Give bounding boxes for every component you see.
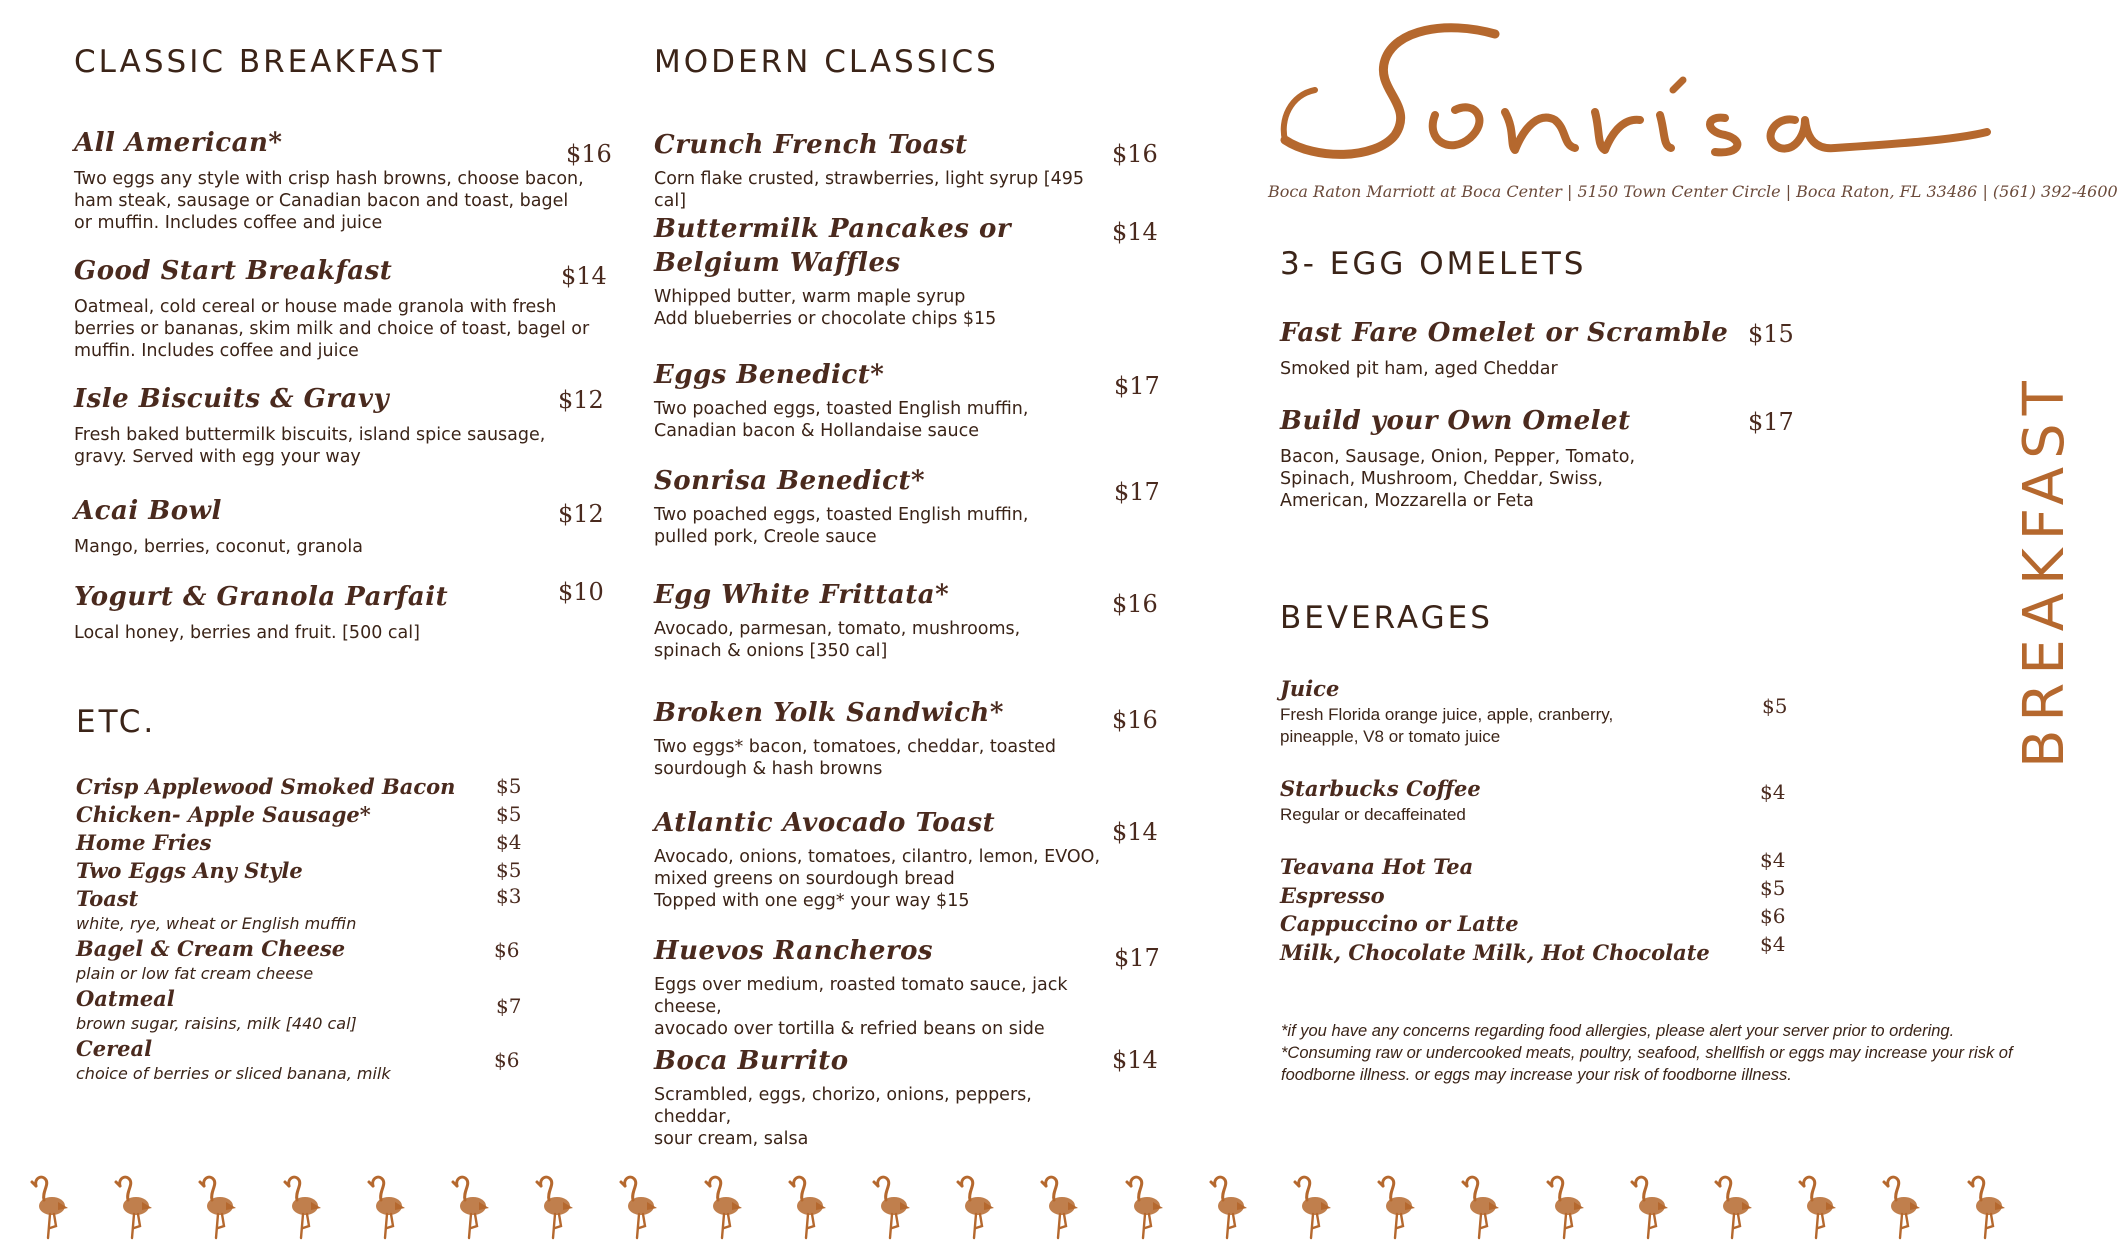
etc-item-name: Home Fries <box>76 830 212 855</box>
item-description: Oatmeal, cold cereal or house made granola with fresh berries or bananas, skim milk and choice of toast, bagel or muffin. Includes coffee and juice <box>74 297 590 361</box>
beverage-name: Teavana Hot Tea <box>1280 854 1474 879</box>
beverage-name: Juice <box>1280 676 1340 701</box>
flamingo-icon <box>702 1172 746 1240</box>
item-description: Whipped butter, warm maple syrup Add blueberries or chocolate chips $15 <box>654 287 997 329</box>
etc-item-subtext: plain or low fat cream cheese <box>76 964 314 983</box>
item-description: Corn flake crusted, strawberries, light syrup [495 cal] <box>654 169 1084 211</box>
menu-item <box>1280 404 1780 512</box>
item-price: $17 <box>1114 372 1160 400</box>
menu-item <box>74 254 594 362</box>
omelets-heading: 3- EGG OMELETS <box>1280 246 1587 282</box>
item-name: Fast Fare Omelet or Scramble <box>1280 318 1729 348</box>
item-name: Yogurt & Granola Parfait <box>74 582 449 612</box>
item-description: Local honey, berries and fruit. [500 cal] <box>74 623 420 643</box>
item-description: Scrambled, eggs, chorizo, onions, peppers, cheddar, sour cream, salsa <box>654 1085 1032 1149</box>
item-price: $17 <box>1748 408 1794 436</box>
item-description: Fresh baked buttermilk biscuits, island spice sausage, gravy. Served with egg your way <box>74 425 546 467</box>
beverage-price: $5 <box>1760 876 1786 900</box>
item-name: Huevos Rancheros <box>654 936 934 966</box>
item-name: Broken Yolk Sandwich* <box>654 698 1004 728</box>
item-price: $16 <box>1112 140 1158 168</box>
item-price: $16 <box>1112 706 1158 734</box>
menu-item <box>654 358 1114 442</box>
flamingo-icon <box>1628 1172 1672 1240</box>
menu-item <box>654 1044 1114 1150</box>
item-price: $12 <box>558 386 604 414</box>
etc-item-name: Two Eggs Any Style <box>76 858 303 883</box>
flamingo-icon <box>533 1172 577 1240</box>
item-description: Avocado, onions, tomatoes, cilantro, lemon, EVOO, mixed greens on sourdough bread Topped with one egg* your way $15 <box>654 847 1101 911</box>
etc-item-name: Toast <box>76 886 139 911</box>
item-price: $10 <box>558 578 604 606</box>
item-price: $17 <box>1114 944 1160 972</box>
logo-script-icon <box>1275 20 1995 170</box>
item-price: $14 <box>1112 218 1158 246</box>
item-name: Eggs Benedict* <box>654 360 885 390</box>
item-description: Two eggs* bacon, tomatoes, cheddar, toasted sourdough & hash browns <box>654 737 1056 779</box>
item-description: Avocado, parmesan, tomato, mushrooms, spinach & onions [350 cal] <box>654 619 1021 661</box>
item-description: Two eggs any style with crisp hash browns, choose bacon, ham steak, sausage or Canadian bacon and toast, bagel or muffin. Includes coffee and juice <box>74 169 584 233</box>
flamingo-icon <box>365 1172 409 1240</box>
etc-item-name: Oatmeal <box>76 986 175 1011</box>
item-price: $16 <box>566 140 612 168</box>
flamingo-icon <box>28 1172 72 1240</box>
breakfast-vertical-title: BREAKFAST <box>2012 373 2077 768</box>
flamingo-icon <box>954 1172 998 1240</box>
item-name: Good Start Breakfast <box>74 256 393 286</box>
flamingo-icon <box>1207 1172 1251 1240</box>
menu-item <box>1280 316 1780 380</box>
etc-item-price: $7 <box>496 994 522 1018</box>
etc-item-subtext: choice of berries or sliced banana, milk <box>76 1064 391 1083</box>
beverage-name: Starbucks Coffee <box>1280 776 1481 801</box>
item-name: Build your Own Omelet <box>1280 406 1631 436</box>
beverage-price: $4 <box>1760 932 1786 956</box>
item-description: Smoked pit ham, aged Cheddar <box>1280 359 1558 379</box>
classic-breakfast-heading: CLASSIC BREAKFAST <box>74 44 445 80</box>
etc-item-price: $3 <box>496 884 522 908</box>
item-name: All American* <box>74 128 283 158</box>
flamingo-icon <box>1459 1172 1503 1240</box>
etc-item-subtext: white, rye, wheat or English muffin <box>76 914 357 933</box>
item-price: $14 <box>1112 818 1158 846</box>
item-description: Eggs over medium, roasted tomato sauce, jack cheese, avocado over tortilla & refried beans on side <box>654 975 1068 1039</box>
item-name: Boca Burrito <box>654 1046 849 1076</box>
etc-item-price: $5 <box>496 774 522 798</box>
item-description: Two poached eggs, toasted English muffin, pulled pork, Creole sauce <box>654 505 1029 547</box>
etc-item-subtext: brown sugar, raisins, milk [440 cal] <box>76 1014 357 1033</box>
item-price: $17 <box>1114 478 1160 506</box>
item-price: $14 <box>561 262 607 290</box>
flamingo-icon <box>870 1172 914 1240</box>
beverage-name: Milk, Chocolate Milk, Hot Chocolate <box>1280 940 1710 965</box>
item-description: Two poached eggs, toasted English muffin, Canadian bacon & Hollandaise sauce <box>654 399 1029 441</box>
etc-item-price: $6 <box>494 1048 520 1072</box>
menu-item <box>654 578 1114 662</box>
flamingo-icon <box>1375 1172 1419 1240</box>
etc-heading: ETC. <box>76 704 157 740</box>
modern-classics-heading: MODERN CLASSICS <box>654 44 999 80</box>
restaurant-address: Boca Raton Marriott at Boca Center | 5150 Town Center Circle | Boca Raton, FL 33486 | (561) 392-4600 <box>1268 182 2118 201</box>
menu-item <box>74 494 594 558</box>
item-price: $15 <box>1748 320 1794 348</box>
item-price: $14 <box>1112 1046 1158 1074</box>
beverage-price: $6 <box>1760 904 1786 928</box>
beverage-name: Cappuccino or Latte <box>1280 911 1519 936</box>
beverage-name: Espresso <box>1280 883 1385 908</box>
flamingo-icon <box>1796 1172 1840 1240</box>
item-name: Egg White Frittata* <box>654 580 950 610</box>
etc-item-name: Cereal <box>76 1036 153 1061</box>
beverages-heading: BEVERAGES <box>1280 600 1493 636</box>
item-name: Acai Bowl <box>74 496 222 526</box>
flamingo-border <box>28 1172 2028 1242</box>
item-description: Mango, berries, coconut, granola <box>74 537 363 557</box>
flamingo-icon <box>1712 1172 1756 1240</box>
menu-item <box>654 464 1114 548</box>
item-name: Isle Biscuits & Gravy <box>74 384 390 414</box>
flamingo-icon <box>1965 1172 2009 1240</box>
flamingo-icon <box>1544 1172 1588 1240</box>
etc-item-name: Chicken- Apple Sausage* <box>76 802 371 827</box>
beverage-price: $4 <box>1760 780 1786 804</box>
item-description: Bacon, Sausage, Onion, Pepper, Tomato, Spinach, Mushroom, Cheddar, Swiss, American, Mozzarella or Feta <box>1280 447 1636 511</box>
beverage-price: $4 <box>1760 848 1786 872</box>
beverage-description: Regular or decaffeinated <box>1280 805 1466 824</box>
flamingo-icon <box>1123 1172 1167 1240</box>
menu-item <box>74 580 594 644</box>
flamingo-icon <box>617 1172 661 1240</box>
flamingo-icon <box>1291 1172 1335 1240</box>
menu-item <box>74 126 594 234</box>
item-name: Buttermilk Pancakes or Belgium Waffles <box>654 214 1012 278</box>
flamingo-icon <box>1038 1172 1082 1240</box>
menu-item <box>654 128 1114 212</box>
flamingo-icon <box>196 1172 240 1240</box>
beverage-price: $5 <box>1762 694 1788 718</box>
etc-item-name: Crisp Applewood Smoked Bacon <box>76 774 456 799</box>
sonrisa-logo <box>1275 20 1995 175</box>
flamingo-icon <box>449 1172 493 1240</box>
flamingo-icon <box>281 1172 325 1240</box>
flamingo-icon <box>786 1172 830 1240</box>
menu-item <box>74 382 594 468</box>
etc-item-price: $5 <box>496 802 522 826</box>
item-price: $16 <box>1112 590 1158 618</box>
allergy-disclaimer: *if you have any concerns regarding food allergies, please alert your server prior to ordering. *Consuming raw or undercooked meats, poultry, seafood, shellfish or eggs may increase your risk of foodborne illness. or eggs may increase your risk of foodborne illness. <box>1281 1022 2013 1084</box>
menu-item <box>654 696 1114 780</box>
item-name: Atlantic Avocado Toast <box>654 808 996 838</box>
etc-item-name: Bagel & Cream Cheese <box>76 936 346 961</box>
flamingo-icon <box>1880 1172 1924 1240</box>
menu-item <box>654 212 1114 330</box>
item-price: $12 <box>558 500 604 528</box>
etc-item-price: $6 <box>494 938 520 962</box>
item-name: Sonrisa Benedict* <box>654 466 926 496</box>
flamingo-icon <box>112 1172 156 1240</box>
menu-item <box>654 934 1114 1040</box>
etc-item-price: $4 <box>496 830 522 854</box>
etc-item-price: $5 <box>496 858 522 882</box>
beverage-description: Fresh Florida orange juice, apple, cranberry, pineapple, V8 or tomato juice <box>1280 705 1614 746</box>
menu-item <box>654 806 1114 912</box>
item-name: Crunch French Toast <box>654 130 968 160</box>
